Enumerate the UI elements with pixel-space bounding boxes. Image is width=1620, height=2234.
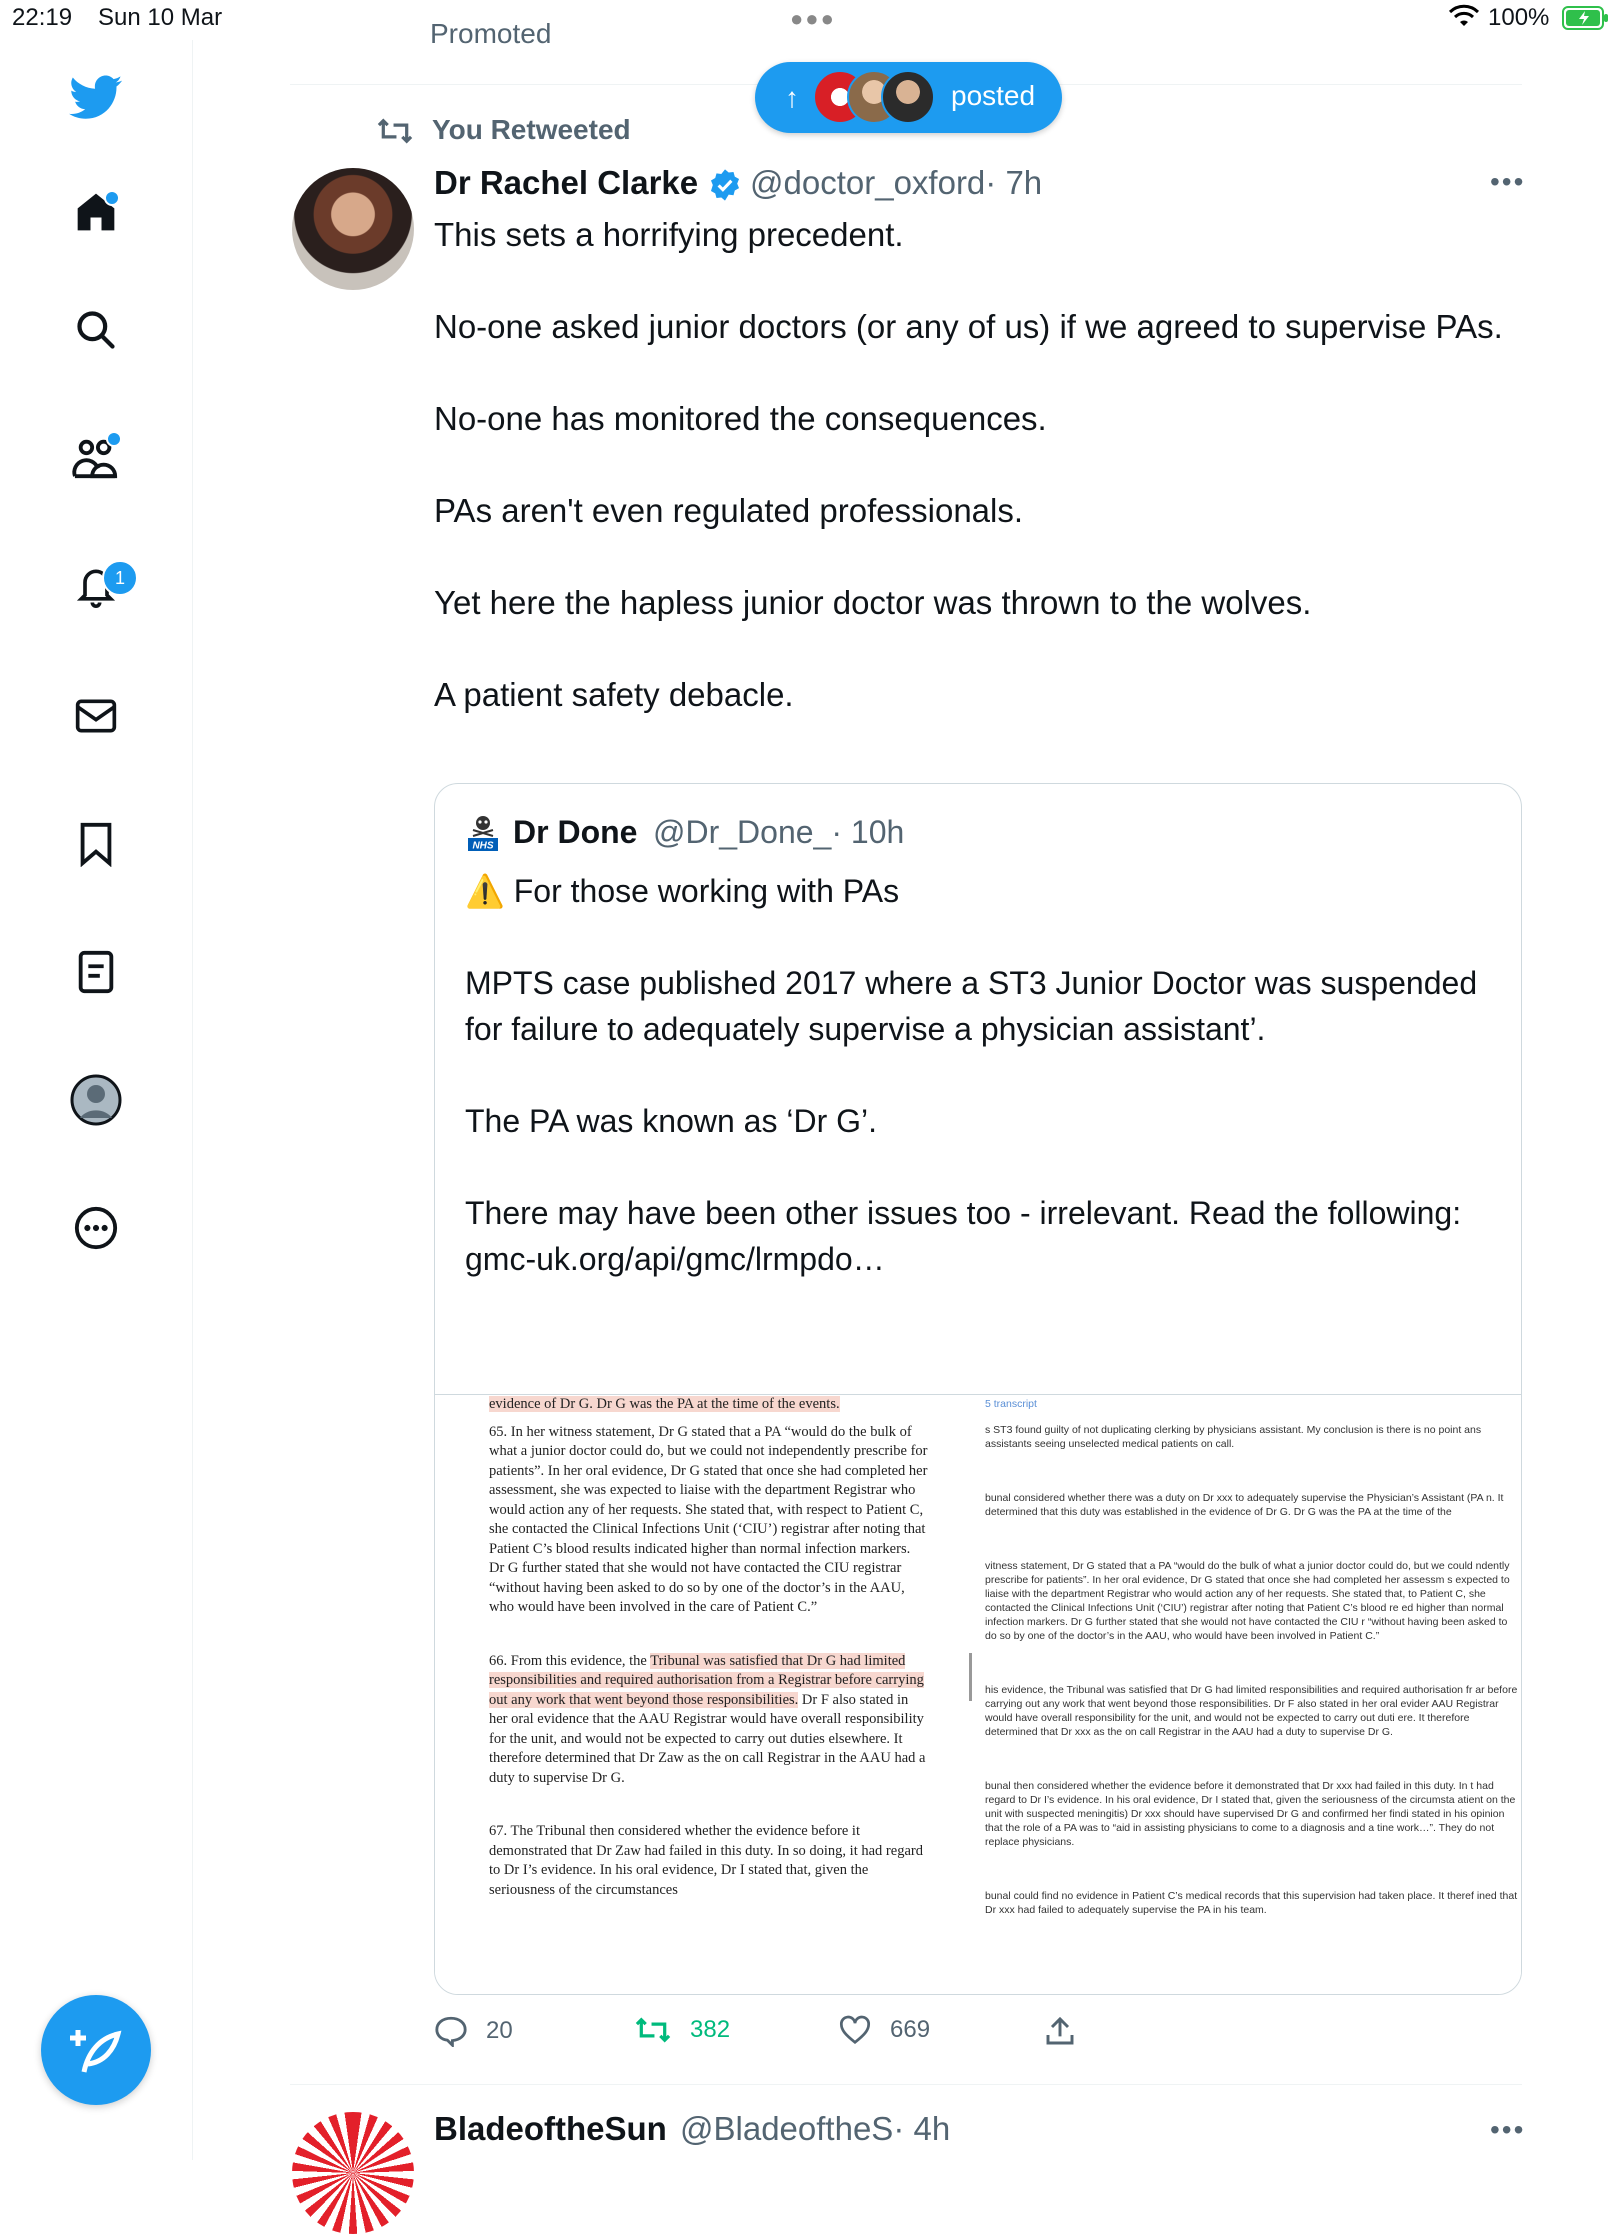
transcript-para: his evidence, the Tribunal was satisfied that Dr G had limited responsibilities and required authorisation fr ar before carrying out any work that went beyond those responsibilities. Dr F also stated in her oral evider AAU Registrar would have overall responsibility for the unit, and would not be expected to carry out duti ere. It therefore determined that Dr xxx as the on call Registrar in the AAU had a duty to supervise Dr G. [985, 1684, 1518, 1738]
p66-highlight: Tribunal was satisfied that Dr G had limited responsibilities and required authorisation from a Registrar before carrying out any work that went beyond those responsibilities. [489, 1652, 924, 1708]
author-handle-time [750, 164, 1042, 202]
new-posts-label: posted [951, 80, 1036, 111]
paragraph-65: 65. In her witness statement, Dr G stated that a PA “would do the bulk of what a junior doctor could do, but we could not independently prescribe for patients”. In her oral evidence, Dr G stated that once she had completed her assessment, she was expected to liaise with the department Registrar who would action any of her requests. She stated that, with respect to Patient C, she contacted the Clinical Infections Unit (‘CIU’) registrar after noting that Patient C’s blood results indicated higher than normal infection markers. Dr G further stated that she would not have contacted the CIU registrar “without having been asked to do so by one of the doctor’s in the AAU, who would have been involved in the care of Patient C.” [489, 1423, 928, 1615]
like-button[interactable] [838, 2015, 930, 2045]
quoted-line: There may have been other issues too - irrelevant. Read the following: [465, 1195, 1462, 1231]
quoted-author-handle: @Dr_Done_ [653, 814, 832, 850]
search-icon[interactable] [66, 300, 126, 360]
quoted-line-text: For those working with PAs [513, 873, 900, 909]
wifi-icon [1448, 2, 1480, 37]
reply-icon [434, 2015, 468, 2047]
next-tweet-time: · 4h [893, 2110, 951, 2147]
next-author-avatar[interactable] [292, 2112, 414, 2234]
retweet-small-icon [376, 116, 414, 151]
share-button[interactable] [1044, 2015, 1076, 2047]
compose-tweet-button[interactable] [41, 1995, 151, 2105]
arrow-up-icon: ↑ [785, 81, 799, 113]
tweet-actions [434, 2015, 1534, 2055]
share-icon [1044, 2015, 1076, 2047]
author-name[interactable]: Dr Rachel Clarke [434, 164, 699, 201]
status-time: 22:19 [12, 4, 73, 31]
retweet-button[interactable] [634, 2015, 730, 2045]
tweet-line: A patient safety debacle. [434, 676, 794, 713]
profile-avatar-icon[interactable] [66, 1070, 126, 1130]
tweet-time: · 7h [985, 164, 1043, 201]
quoted-document-image[interactable] [435, 1394, 1521, 1995]
new-posts-pill[interactable] [755, 62, 1062, 133]
svg-text:NHS: NHS [472, 840, 494, 852]
transcript-para: bunal considered whether there was a duty on Dr xxx to adequately supervise the Physician’s Assistant (PA n. It determined that this duty was established in the evidence of Dr G. Dr G was the PA at the time of the [985, 1492, 1504, 1518]
tweet-more-icon[interactable]: ••• [1490, 166, 1526, 197]
notifications-bell-icon[interactable] [66, 556, 126, 616]
multitasking-dots-icon[interactable]: ●●● [790, 6, 836, 31]
tweet-line: PAs aren't even regulated professionals. [434, 492, 1024, 529]
quoted-line: MPTS case published 2017 where a ST3 Junior Doctor was suspended for failure to adequately supervise a physician assistant’. [465, 965, 1478, 1047]
notifications-count-badge: 1 [102, 560, 138, 596]
quoted-tweet-card[interactable] [434, 783, 1522, 1995]
next-author-name[interactable]: BladeoftheSun [434, 2110, 667, 2147]
tweet-divider [290, 2084, 1522, 2085]
verified-badge-icon [708, 168, 742, 207]
next-handle-time [680, 2110, 950, 2148]
more-options-circle-icon[interactable] [66, 1198, 126, 1258]
twitter-logo-icon[interactable] [66, 68, 126, 128]
paragraph-66 [489, 1652, 929, 1789]
reply-button[interactable] [434, 2015, 513, 2047]
warning-icon: ⚠️ [465, 873, 505, 909]
tweet-line: Yet here the hapless junior doctor was thrown to the wolves. [434, 584, 1312, 621]
tweet-line: This sets a horrifying precedent. [434, 216, 904, 253]
highlighted-text: evidence of Dr G. Dr G was the PA at the time of the events. [489, 1396, 840, 1412]
transcript-para: s ST3 found guilty of not duplicating clerking by physicians assistant. My conclusion is there is no point ans assistants seeing unselected medical patients on call. [985, 1424, 1482, 1450]
lists-icon[interactable] [66, 942, 126, 1002]
transcript-para: bunal then considered whether the evidence before it demonstrated that Dr xxx had failed in this duty. In t had regard to Dr I’s evidence. In his oral evidence, Dr I stated that, given the seriousness of the circumsta atient on the unit with suspected meningitis) Dr xxx should have supervised Dr G and confirmed her findi stated in his opinion that the role of a PA was to “aid in assisting physicians to come to a diagnosis and a tine work…”. They do not replace physicians. [985, 1780, 1516, 1848]
feather-plus-icon [70, 2024, 122, 2076]
status-bar [0, 0, 1620, 40]
quoted-text [465, 868, 1485, 1328]
author-avatar[interactable] [292, 168, 414, 290]
quoted-author-name: Dr Done [513, 814, 638, 850]
next-author-handle[interactable]: @BladeoftheS [680, 2110, 894, 2147]
p66-text-b: Dr F also stated in her oral evidence that the AAU Registrar would have overall responsibility for the unit, and would not be expected to carry out duties elsewhere. It therefore determined that Dr Zaw as the on call Registrar in the AAU had a duty to supervise Dr G. [489, 1691, 926, 1786]
quoted-link[interactable]: gmc-uk.org/api/gmc/lrmpdo… [465, 1241, 885, 1277]
quoted-line: The PA was known as ‘Dr G’. [465, 1103, 877, 1139]
tweet-line: No-one asked junior doctors (or any of us) if we agreed to supervise PAs. [434, 308, 1503, 345]
reply-count: 20 [486, 2017, 513, 2044]
author-handle[interactable]: @doctor_oxford [750, 164, 986, 201]
sidebar [0, 40, 193, 2160]
page-divider [969, 1653, 972, 1701]
battery-percent: 100% [1488, 4, 1550, 31]
like-count: 669 [890, 2016, 931, 2043]
quoted-time: · 10h [831, 814, 905, 850]
p66-text-a: 66. From this evidence, the [489, 1652, 651, 1669]
battery-icon [1562, 6, 1610, 37]
transcript-title: 5 transcript [985, 1398, 1037, 1410]
tweet-line: No-one has monitored the consequences. [434, 400, 1047, 437]
paragraph-67: 67. The Tribunal then considered whether the evidence before it demonstrated that Dr Zaw had failed in this duty. In so doing, it had regard to Dr I’s evidence. In his oral evidence, Dr I stated that, given the seriousness of the circumstances [489, 1823, 923, 1898]
retweet-count: 382 [690, 2016, 731, 2043]
transcript-para: vitness statement, Dr G stated that a PA “would do the bulk of what a junior doctor could do, but we could ndently prescribe for patients”. In her oral evidence, Dr G stated that once she had completed her assessm s expected to liaise with the department Registrar who would action any of her requests. She stated that, to Patient C, she contacted the Clinical Infections Unit (‘CIU’) registrar after noting that Patient C’s blood re ed higher than normal infection markers. Dr G further stated that she would not have contacted the CIU r “without having been asked to do so by one of the doctor’s in the AAU, who would have been involved in Patient C.” [985, 1560, 1510, 1642]
transcript-para: bunal could find no evidence in Patient C’s medical records that this supervision had taken place. It theref ined that Dr xxx had failed to adequately supervise the PA in his team. [985, 1890, 1518, 1916]
retweet-icon [634, 2015, 672, 2045]
heart-icon [838, 2015, 872, 2045]
quoted-line [465, 868, 1485, 914]
bookmarks-icon[interactable] [66, 814, 126, 874]
status-date: Sun 10 Mar [98, 4, 223, 31]
messages-envelope-icon[interactable] [66, 686, 126, 746]
communities-icon[interactable] [66, 427, 126, 487]
home-icon[interactable] [66, 182, 126, 242]
document-right-page [985, 1395, 1521, 1917]
tweet-text [434, 212, 1514, 764]
retweeted-label: You Retweeted [432, 114, 631, 145]
promoted-label: Promoted [430, 18, 552, 49]
home-badge-dot [104, 190, 120, 206]
poster-avatar-3 [881, 70, 935, 124]
quoted-handle-time [653, 814, 904, 851]
communities-badge-dot [106, 431, 122, 447]
document-left-page [489, 1395, 929, 1922]
nhs-skull-avatar-icon [465, 812, 501, 857]
next-tweet-more-icon[interactable]: ••• [1490, 2114, 1526, 2145]
